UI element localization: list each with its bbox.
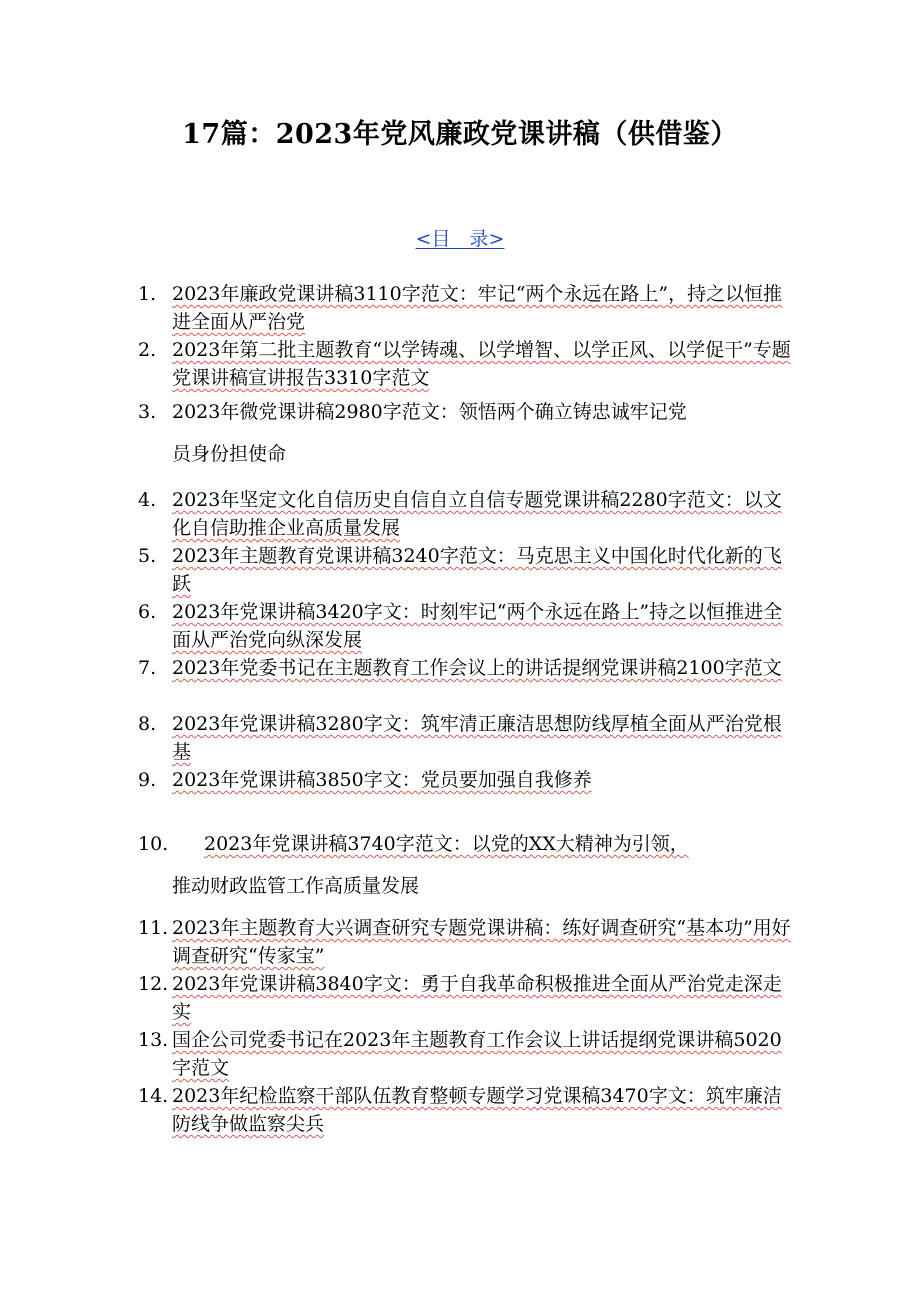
toc-item-link[interactable]: 2023年党课讲稿3420字文：时刻牢记“两个永远在路上”持之以恒推进全面从严治党向纵深发展 [172,601,783,651]
toc-item-number: 8. [138,713,157,735]
toc-item-10[interactable] [138,830,798,900]
toc-item-link[interactable]: 2023年党课讲稿3280字文：筑牢清正廉洁思想防线厚植全面从严治党根基 [172,713,782,763]
toc-item-number: 6. [138,601,157,623]
toc-item-link[interactable]: 2023年党课讲稿3850字文：党员要加强自我修养 [172,769,592,791]
toc-item-14[interactable] [138,1082,798,1138]
toc-item-4[interactable] [138,486,798,542]
toc-item-link[interactable]: 2023年主题教育大兴调查研究专题党课讲稿：练好调查研究“基本功”用好调查研究“传家宝” [172,917,791,967]
toc-item-2[interactable] [138,336,798,392]
toc-item-link[interactable]: 2023年党委书记在主题教育工作会议上的讲话提纲党课讲稿2100字范文 [172,657,782,679]
toc-item-link[interactable]: 2023年主题教育党课讲稿3240字范文：马克思主义中国化时代化新的飞跃 [172,545,782,595]
toc-item-link[interactable]: 2023年第二批主题教育“以学铸魂、以学增智、以学正风、以学促干”专题党课讲稿宣讲报告3310字范文 [172,339,791,389]
toc-item-link[interactable]: 2023年坚定文化自信历史自信自立自信专题党课讲稿2280字范文：以文化自信助推企业高质量发展 [172,489,782,539]
toc-item-link[interactable]: 国企公司党委书记在2023年主题教育工作会议上讲话提纲党课讲稿5020字范文 [172,1029,782,1079]
toc-item-5[interactable] [138,542,798,598]
toc-item-6[interactable] [138,598,798,654]
toc-item-number: 3. [138,401,157,423]
toc-item-number: 9. [138,769,157,791]
toc-item-number: 5. [138,545,157,567]
toc-item-link[interactable]: 2023年党课讲稿3840字文：勇于自我革命积极推进全面从严治党走深走实 [172,973,782,1023]
toc-item-number: 12. [138,973,169,995]
toc-item-number: 13. [138,1029,169,1051]
toc-item-3[interactable] [138,398,798,468]
toc-item-number: 1. [138,283,157,305]
toc-item-link[interactable]: 2023年党课讲稿3740字范文：以党的XX大精神为引领， [204,833,689,855]
toc-item-13[interactable] [138,1026,798,1082]
toc-item-number: 14. [138,1085,169,1107]
toc-item-link[interactable]: 2023年廉政党课讲稿3110字范文：牢记“两个永远在路上”，持之以恒推进全面从严治党 [172,283,783,333]
toc-item-link[interactable]: 2023年微党课讲稿2980字范文：领悟两个确立铸忠诚牢记党 [172,401,687,423]
toc-item-number: 4. [138,489,157,511]
toc-item-number: 10. [138,833,169,855]
toc-item-link-continued[interactable]: 员身份担使命 [172,443,287,465]
toc-item-link[interactable]: 2023年纪检监察干部队伍教育整顿专题学习党课稿3470字文：筑牢廉洁防线争做监察尖兵 [172,1085,782,1135]
document-title: 17篇：2023年党风廉政党课讲稿（供借鉴） [182,119,738,150]
toc-item-11[interactable] [138,914,798,970]
toc-item-12[interactable] [138,970,798,1026]
toc-item-number: 2. [138,339,157,361]
toc-item-8[interactable] [138,710,798,766]
toc-item-7[interactable] [138,654,798,682]
toc-item-9[interactable] [138,766,798,794]
toc-item-1[interactable] [138,280,798,336]
toc-item-number: 7. [138,657,157,679]
toc-heading-link[interactable]: <目 录> [415,228,505,250]
toc-item-number: 11. [138,917,169,939]
toc-item-link-continued[interactable]: 推动财政监管工作高质量发展 [172,875,420,897]
